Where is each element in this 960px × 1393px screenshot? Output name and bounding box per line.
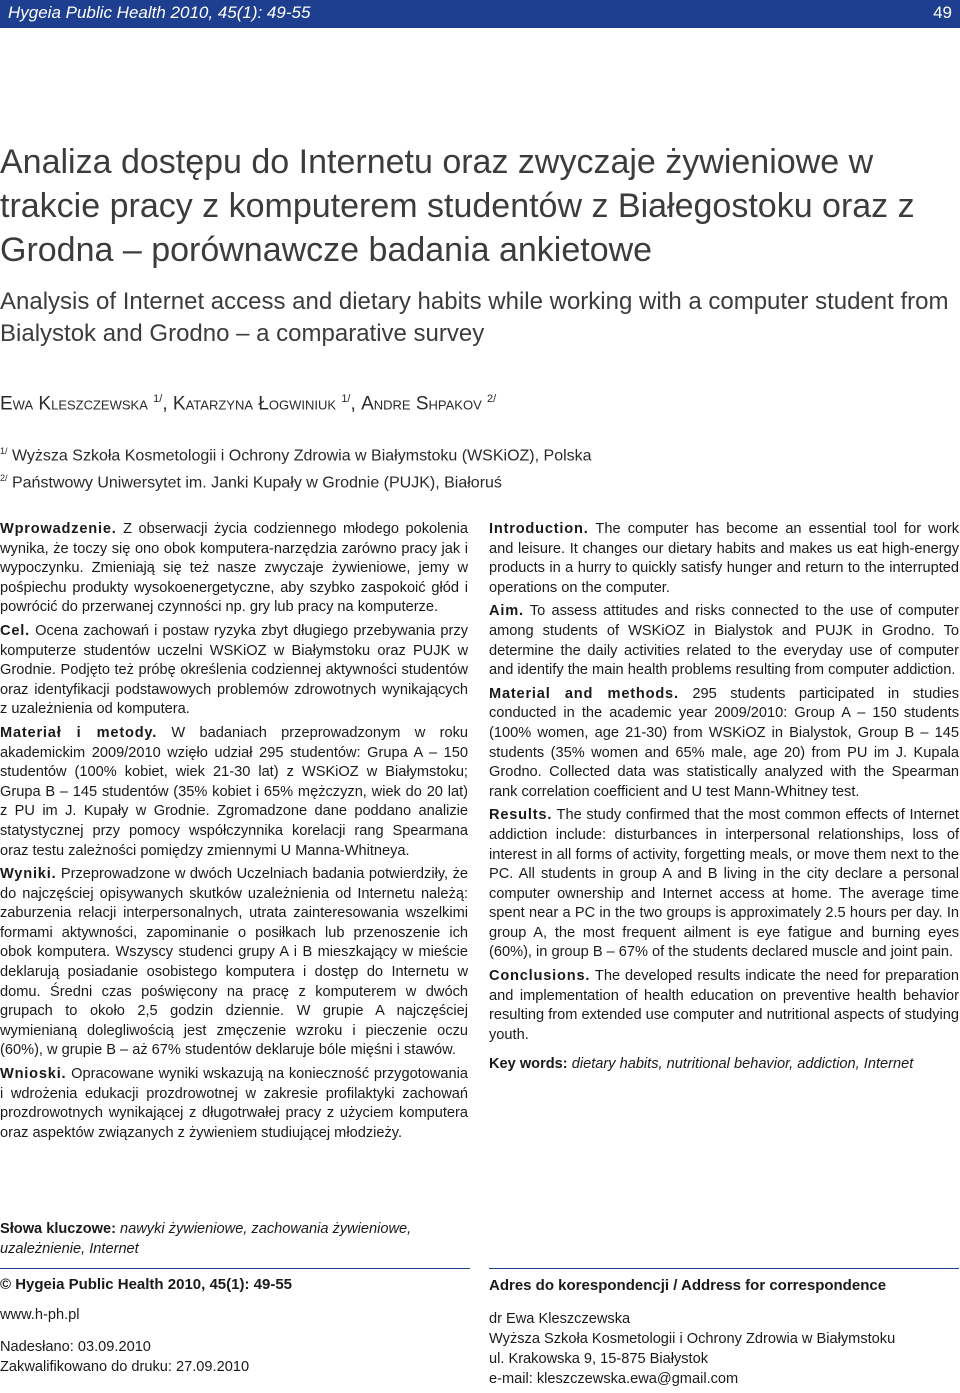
- affiliation-ref: 1/: [0, 446, 8, 456]
- abstract-paragraph: [489, 806, 959, 963]
- article-title-polish: Analiza dostępu do Internetu oraz zwyczaje żywieniowe w trakcie pracy z komputerem studentów z Białegostoku oraz z Grodna – porównawcze badania ankietowe: [0, 143, 915, 269]
- section-text: Ocena zachowań i postaw ryzyka zbyt długiego przebywania przy komputerze studentów uczelni WSKiOZ w Białymstoku oraz PUJK w Grodnie. Podjęto też próbę określenia codziennej aktywności studentów oraz identyfikacji podstawowych problemów zdrowotnych wynikających z uzależnienia od komputera.: [0, 622, 468, 718]
- author-name: Ewa Kleszczewska: [0, 393, 148, 415]
- section-text: To assess attitudes and risks connected to the use of computer among students of WSKiOZ in Bialystok and PUJK in Grodno. To determine the daily activities related to the everyday use of computer and identify the main health problems resulting from computer addiction.: [489, 603, 959, 679]
- section-heading: Wnioski.: [0, 1066, 67, 1083]
- keywords-value: nawyki żywieniowe, zachowania żywieniowe, uzależnienie, Internet: [0, 1221, 412, 1257]
- journal-citation: Hygeia Public Health 2010, 45(1): 49-55: [8, 3, 311, 22]
- section-text: Z obserwacji życia codziennego młodego pokolenia wynika, że toczy się ono obok komputera-narzędzia zarówno pracy jak i wypoczynku. Zmieniają się też nasze zwyczaje żywieniowe, jemy w pośpiechu produkty wysokoenergetyczne, aby szybko zaspokoić głód i powrócić do przerwanej czynności np. gry lub pracy na komputerze.: [0, 521, 468, 616]
- affiliation-ref: 2/: [0, 473, 8, 484]
- author-affil-ref: 1/: [153, 393, 163, 405]
- section-heading: Results.: [489, 807, 553, 824]
- abstract-paragraph: [0, 622, 468, 720]
- abstract-paragraph: [489, 602, 959, 680]
- section-text: Opracowane wyniki wskazują na konieczność przygotowania i wdrożenia edukacji prozdrowotnej w zakresie profilaktyki zachowań prozdrowotnych wynikającej z długotrwałej pracy z użyciem komputera oraz aspektów związanych z żywieniem studiującej młodzieży.: [0, 1066, 468, 1141]
- section-text: The developed results indicate the need for preparation and implementation of health education on preventive health behavior resulting from extended use computer and nutritional aspects of studying youth.: [489, 968, 959, 1043]
- abstract-paragraph: [0, 865, 468, 1061]
- section-text: Przeprowadzone w dwóch Uczelniach badania potwierdziły, że do najczęściej opisywanych skutków uzależnienia od Internetu należą: zaburzenia relacji interpersonalnych, utrata zainteresowania wszelkimi formami aktywności, zapominanie o posiłkach lub przenoszenie ich obok komputera. Wszyscy studenci grupy A i B mieszkający w mieście deklarują posiadanie osobistego komputera i dostęp do Internetu w domu. Średni czas poświęcony na pracę z komputerem w dwóch grupach to około 2,5 godzin dziennie. W grupie A najczęściej wymienianą dolegliwością jest zmęczenie wzroku i pieczenie oczu (60%), w grupie B – aż 67% studentów deklaruje bóle mięśni i stawów.: [0, 866, 468, 1059]
- affiliation-item: [0, 467, 592, 494]
- abstract-paragraph: [489, 520, 959, 598]
- author-affil-ref: 2/: [487, 393, 497, 405]
- keywords-polish: [0, 1219, 470, 1259]
- affiliation-item: [0, 440, 592, 467]
- affiliation-text: Wyższa Szkoła Kosmetologii i Ochrony Zdrowia w Białymstoku (WSKiOZ), Polska: [11, 447, 592, 465]
- correspondence-line: ul. Krakowska 9, 15-875 Białystok: [489, 1351, 709, 1367]
- journal-header-bar: [0, 0, 960, 28]
- abstract-polish: [0, 520, 468, 1147]
- section-heading: Wprowadzenie.: [0, 521, 117, 537]
- section-heading: Materiał i metody.: [0, 724, 158, 741]
- website-link[interactable]: www.h-ph.pl: [0, 1307, 80, 1323]
- footer-divider-left: [0, 1268, 470, 1269]
- abstract-paragraph: [0, 724, 468, 861]
- submitted-date: Nadesłano: 03.09.2010: [0, 1339, 151, 1355]
- section-heading: Introduction.: [489, 521, 589, 537]
- abstract-paragraph: [0, 1065, 468, 1143]
- correspondence-line: Wyższa Szkoła Kosmetologii i Ochrony Zdrowia w Białymstoku: [489, 1331, 896, 1347]
- section-text: The study confirmed that the most common effects of Internet addiction include: disturbances in interpersonal relationships, loss of interest in all forms of activity, forgetting meals, or move them next to the PC. All students in group A and B living in the city declare a personal computer ownership and Internet access at home. The average time spent near a PC in the two groups is approximately 2.5 hours per day. In group A, the most frequent ailment is eye fatigue and burning eyes (60%), in group B – 67% of the students declared muscle and joint pain.: [489, 807, 959, 961]
- section-text: The computer has become an essential tool for work and leisure. It changes our dietary habits and makes us eat high-energy products in a hurry to quickly satisfy hunger and return to the interrupted operations on the computer.: [489, 521, 959, 596]
- accepted-date: Zakwalifikowano do druku: 27.09.2010: [0, 1359, 250, 1375]
- abstract-paragraph: [489, 685, 959, 803]
- keywords-label: Słowa kluczowe:: [0, 1221, 116, 1237]
- correspondence-address: [489, 1276, 959, 1389]
- section-heading: Conclusions.: [489, 968, 591, 985]
- section-text: 295 students participated in studies conducted in the academic year 2009/2010: Group A – 150 students (100% women, age 21-30) from WSKiOZ in Bialystok, Group B – 145 students (35% women and 65% male, age 20) from PU im J. Kupala Grodno. Collected data was statistically analyzed with the Spearman rank correlation coefficient and U test Mann-Whitney test.: [489, 685, 959, 800]
- correspondence-heading: Adres do korespondencji / Address for correspondence: [489, 1277, 887, 1294]
- section-text: W badaniach przeprowadzonym w roku akademickim 2009/2010 wzięło udział 295 studentów: Grupa A – 150 studentów (100% kobiet, wiek 21-30 lat) z WSKiOZ w Białymstoku; Grupa B – 145 studentów (35% kobiet i 65% mężczyzn, wiek do 20 lat) z PU im J. Kupały w Grodnie. Zgromadzone dane poddano analizie statystycznej przy pomocy współczynnika korelacji rang Spearmana oraz testu zależności pomiędzy zmiennymi U Manna-Whitneya.: [0, 724, 468, 859]
- correspondence-line: dr Ewa Kleszczewska: [489, 1311, 631, 1327]
- footer-publication-info: [0, 1276, 470, 1377]
- page-number: 49: [933, 3, 952, 22]
- copyright-line: © Hygeia Public Health 2010, 45(1): 49-55: [0, 1276, 293, 1293]
- author-list: Ewa Kleszczewska $^{1/}$, Katarzyna Łogwiniuk $^{1/}$, Andre Shpakov $^{2/}$: [0, 393, 497, 415]
- keywords-value: dietary habits, nutritional behavior, addiction, Internet: [567, 1056, 914, 1073]
- footer-divider-right: [489, 1268, 959, 1269]
- author-name: Andre Shpakov: [361, 393, 482, 415]
- publication-dates: [0, 1337, 470, 1377]
- section-heading: Wyniki.: [0, 866, 57, 883]
- section-heading: Aim.: [489, 603, 524, 620]
- author-name: Katarzyna Łogwiniuk: [172, 393, 337, 415]
- affiliation-text: Państwowy Uniwersytet im. Janki Kupały w Grodnie (PUJK), Białoruś: [11, 474, 502, 492]
- affiliation-list: [0, 440, 592, 495]
- keywords-english: [489, 1055, 959, 1075]
- article-title-english: Analysis of Internet access and dietary habits while working with a computer student from Bialystok and Grodno – a comparative survey: [0, 288, 949, 347]
- section-heading: Cel.: [0, 622, 30, 639]
- author-affil-ref: 1/: [341, 393, 351, 405]
- abstract-paragraph: [0, 520, 468, 618]
- correspondence-email[interactable]: e-mail: kleszczewska.ewa@gmail.com: [489, 1371, 739, 1387]
- abstract-english: [489, 520, 959, 1075]
- keywords-label: Key words:: [489, 1056, 568, 1073]
- section-heading: Material and methods.: [489, 685, 679, 702]
- abstract-paragraph: [489, 967, 959, 1045]
